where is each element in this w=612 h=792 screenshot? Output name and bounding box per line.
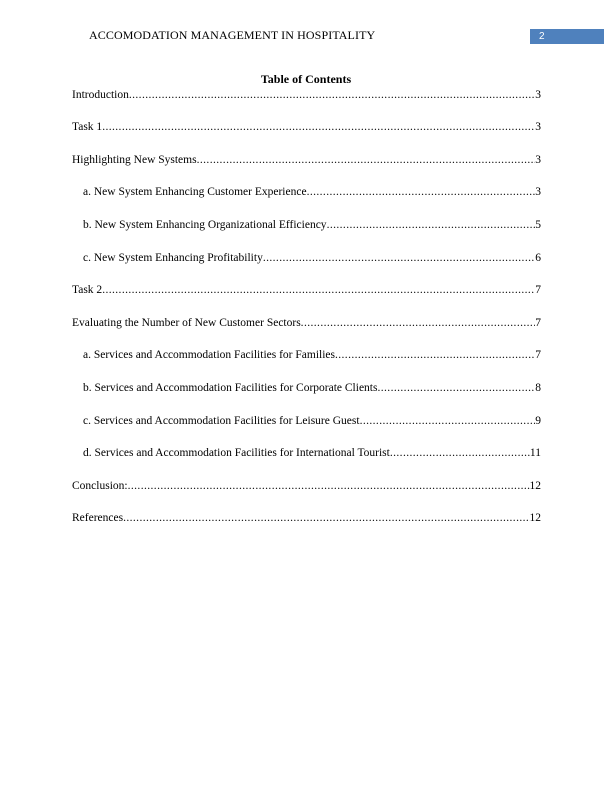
toc-entry-label: References	[72, 512, 124, 524]
toc-dot-leader	[102, 283, 535, 298]
page-number-badge	[530, 29, 604, 44]
toc-entry-label: b. New System Enhancing Organizational Efficiency	[83, 219, 327, 231]
toc-entry-profitability[interactable]	[72, 251, 541, 266]
toc-entry-page: 11	[529, 447, 541, 459]
toc-entry-page: 12	[529, 480, 541, 492]
toc-entry-label: Highlighting New Systems	[72, 154, 197, 166]
toc-dot-leader	[123, 511, 529, 526]
toc-dot-leader	[390, 446, 530, 461]
toc-dot-leader	[307, 185, 536, 200]
toc-dot-leader	[128, 479, 530, 494]
running-header-title: ACCOMODATION MANAGEMENT IN HOSPITALITY	[89, 28, 376, 42]
toc-dot-leader	[335, 348, 535, 363]
toc-entry-page: 3	[535, 186, 541, 198]
toc-entry-page: 6	[535, 252, 541, 264]
toc-title: Table of Contents	[260, 72, 352, 86]
toc-entry-conclusion[interactable]	[72, 479, 541, 494]
toc-entry-label: b. Services and Accommodation Facilities for Corporate Clients	[83, 382, 378, 394]
toc-entry-label: c. New System Enhancing Profitability	[83, 252, 263, 264]
toc-entry-corporate-clients[interactable]	[72, 381, 541, 396]
toc-entry-families[interactable]	[72, 348, 541, 363]
toc-dot-leader	[197, 153, 536, 168]
toc-dot-leader	[263, 251, 535, 266]
toc-entry-page: 3	[535, 121, 541, 133]
toc-dot-leader	[102, 120, 535, 135]
toc-entry-label: d. Services and Accommodation Facilities for International Tourist	[83, 447, 390, 459]
toc-entry-organizational-efficiency[interactable]	[72, 218, 541, 233]
toc-entry-page: 7	[535, 317, 541, 329]
toc-entry-label: Task 1	[72, 121, 103, 133]
toc-dot-leader	[327, 218, 536, 233]
toc-entry-label: c. Services and Accommodation Facilities for Leisure Guest	[83, 415, 360, 427]
toc-dot-leader	[377, 381, 535, 396]
toc-entry-page: 8	[535, 382, 541, 394]
toc-entry-page: 9	[535, 415, 541, 427]
toc-entry-customer-experience[interactable]	[72, 185, 541, 200]
toc-entry-page: 3	[535, 154, 541, 166]
toc-dot-leader	[360, 414, 536, 429]
toc-entry-label: Evaluating the Number of New Customer Sectors	[72, 317, 301, 329]
page-number: 2	[539, 31, 545, 42]
toc-entry-references[interactable]	[72, 511, 541, 526]
toc-entry-introduction[interactable]	[72, 88, 541, 103]
toc-entry-page: 7	[535, 349, 541, 361]
toc-entry-task-1[interactable]	[72, 120, 541, 135]
toc-entry-label: a. Services and Accommodation Facilities for Families	[83, 349, 335, 361]
toc-entry-label: Conclusion:	[72, 480, 128, 492]
toc-entry-page: 5	[535, 219, 541, 231]
toc-entry-customer-sectors[interactable]	[72, 316, 541, 331]
toc-dot-leader	[301, 316, 536, 331]
toc-entry-page: 7	[535, 284, 541, 296]
toc-entry-label: a. New System Enhancing Customer Experience	[83, 186, 307, 198]
toc-entry-task-2[interactable]	[72, 283, 541, 298]
toc-entry-label: Task 2	[72, 284, 103, 296]
toc-entry-leisure-guest[interactable]	[72, 414, 541, 429]
toc-entry-label: Introduction	[72, 89, 129, 101]
toc-entry-international-tourist[interactable]	[72, 446, 541, 461]
toc-dot-leader	[129, 88, 535, 103]
toc-entry-page: 3	[535, 89, 541, 101]
toc-entry-page: 12	[529, 512, 541, 524]
toc-entry-highlighting-new-systems[interactable]	[72, 153, 541, 168]
